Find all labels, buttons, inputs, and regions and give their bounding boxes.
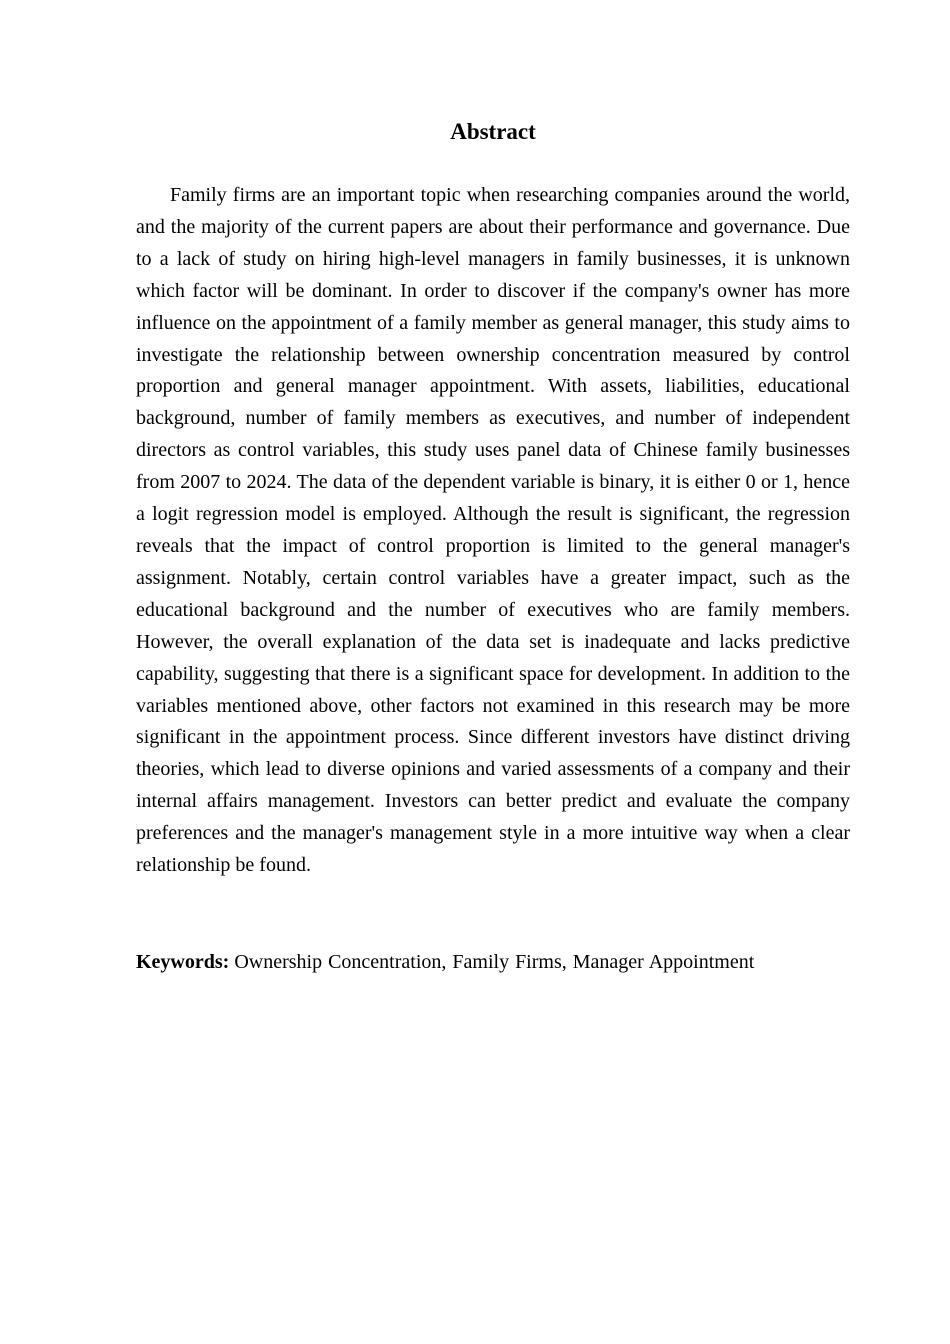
abstract-heading: Abstract [450,119,536,144]
abstract-paragraph: Family firms are an important topic when researching companies around the world, and the majority of the current papers are about their performance and governance. Due to a lack of study on hiring high-level managers in family businesses, it is unknown which factor will be dominant. In order to discover if the company's owner has more influence on the appointment of a family member as general manager, this study aims to investigate the relationship between ownership concentration measured by control proportion and general manager appointment. With assets, liabilities, educational background, number of family members as executives, and number of independent directors as control variables, this study uses panel data of Chinese family businesses from 2007 to 2024. The data of the dependent variable is binary, it is either 0 or 1, hence a logit regression model is employed. Although the result is significant, the regression reveals that the impact of control proportion is limited to the general manager's assignment. Notably, certain control variables have a greater impact, such as the educational background and the number of executives who are family members. However, the overall explanation of the data set is inadequate and lacks predictive capability, suggesting that there is a significant space for development. In addition to the variables mentioned above, other factors not examined in this research may be more significant in the appointment process. Since different investors have distinct driving theories, which lead to diverse opinions and varied assessments of a company and their internal affairs management. Investors can better predict and evaluate the company preferences and the manager's management style in a more intuitive way when a clear relationship be found. [136,184,850,877]
keywords-label: Keywords: [136,951,230,973]
keywords-list: Ownership Concentration, Family Firms, Manager Appointment [234,951,755,973]
keywords-line [136,946,850,978]
